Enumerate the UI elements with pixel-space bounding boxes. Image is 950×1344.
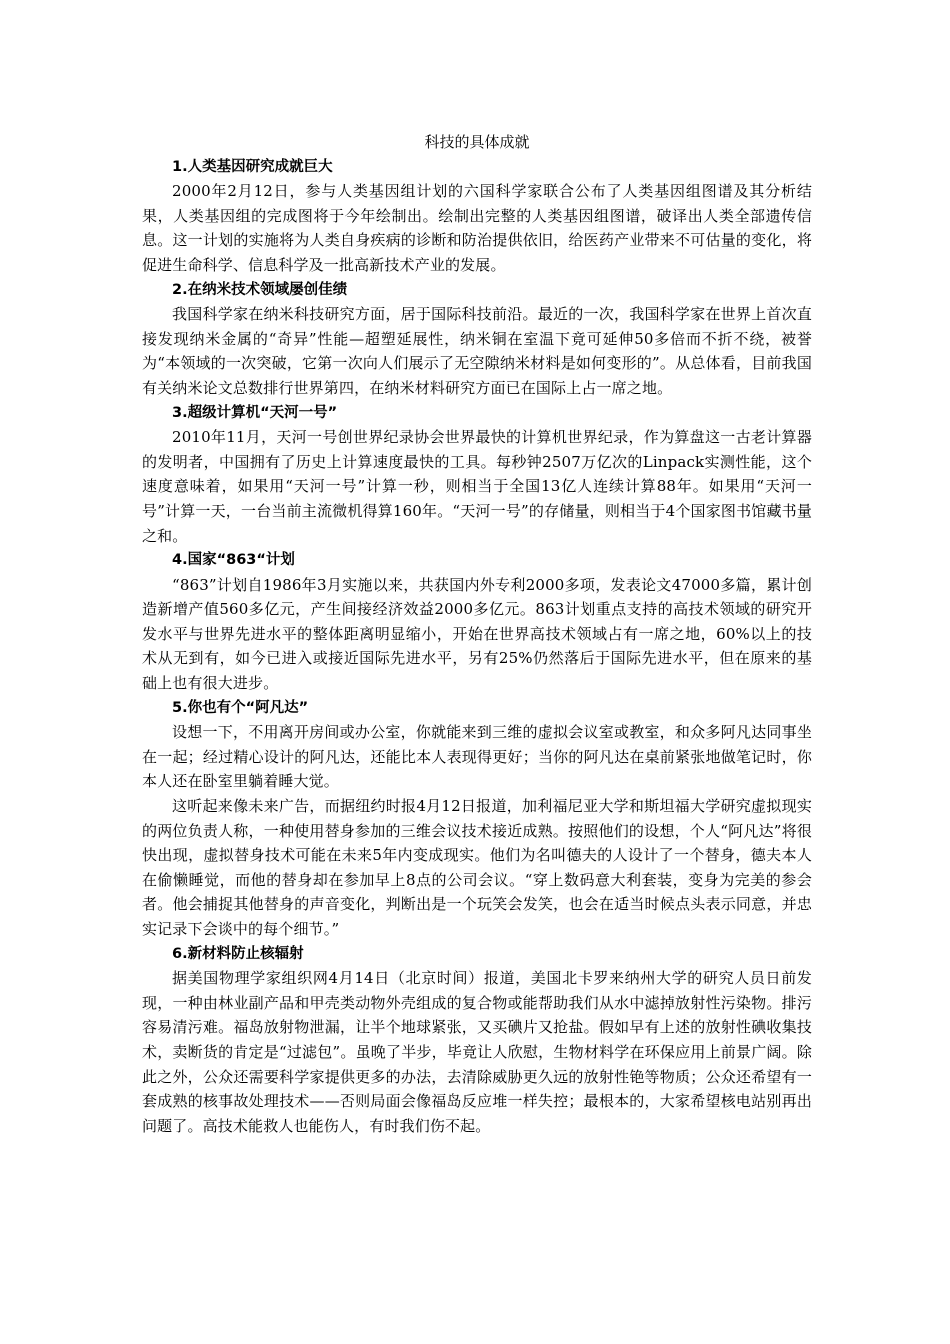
- paragraph: 这听起来像未来广告，而据纽约时报4月12日报道，加利福尼亚大学和斯坦福大学研究虚拟现实的两位负责人称，一种使用替身参加的三维会议技术接近成熟。按照他们的设想，个人“阿凡达”将很快出现，虚拟替身技术可能在未来5年内变成现实。他们为名叫德夫的人设计了一个替身，德夫本人在偷懒睡觉，而他的替身却在参加早上8点的公司会议。“穿上数码意大利套装，变身为完美的参会者。他会捕捉其他替身的声音变化，判断出是一个玩笑会发笑，也会在适当时候点头表示同意，并忠实记录下会谈中的每个细节。”: [142, 797, 812, 938]
- paragraph: 我国科学家在纳米科技研究方面，居于国际科技前沿。最近的一次，我国科学家在世界上首次直接发现纳米金属的“奇异”性能—超塑延展性，纳米铜在室温下竟可延伸50多倍而不折不绕，被誉为“本领域的一次突破，它第一次向人们展示了无空隙纳米材料是如何变形的”。从总体看，目前我国有关纳米论文总数排行世界第四，在纳米材料研究方面已在国际上占一席之地。: [142, 305, 812, 397]
- section-new-material: [142, 942, 812, 1139]
- section-genome: [142, 155, 812, 278]
- paragraph: “863”计划自1986年3月实施以来，共获国内外专利2000多项，发表论文47000多篇，累计创造新增产值560多亿元，产生间接经济效益2000多亿元。863计划重点支持的高技术领域的研究开发水平与世界先进水平的整体距离明显缩小，开始在世界高技术领域占有一席之地，60%以上的技术从无到有，如今已进入或接近国际先进水平，另有25%仍然落后于国际先进水平，但在原来的基础上也有很大进步。: [142, 575, 812, 693]
- section-heading: 5.你也有个“阿凡达”: [172, 699, 309, 716]
- section-tianhe: [142, 401, 812, 549]
- section-heading: 6.新材料防止核辐射: [172, 945, 304, 962]
- paragraph: 据美国物理学家组织网4月14日（北京时间）报道，美国北卡罗来纳州大学的研究人员日前发现，一种由林业副产品和甲壳类动物外壳组成的复合物或能帮助我们从水中滤掉放射性污染物。排污容易清污难。福岛放射物泄漏，让半个地球紧张，又买碘片又抢盐。假如早有上述的放射性碘收集技术，卖断货的肯定是“过滤包”。虽晚了半步，毕竟让人欣慰，生物材料学在环保应用上前景广阔。除此之外，公众还需要科学家提供更多的办法，去清除威胁更久远的放射性铯等物质；公众还希望有一套成熟的核事故处理技术——否则局面会像福岛反应堆一样失控；最根本的，大家希望核电站别再出问题了。高技术能救人也能伤人，有时我们伤不起。: [142, 969, 812, 1135]
- section-heading: 2.在纳米技术领域屡创佳绩: [172, 281, 348, 298]
- section-avatar: [142, 696, 812, 942]
- paragraph: 2000年2月12日，参与人类基因组计划的六国科学家联合公布了人类基因组图谱及其分析结果，人类基因组的完成图将于今年绘制出。绘制出完整的人类基因组图谱，破译出人类全部遗传信息。这一计划的实施将为人类自身疾病的诊断和防治提供依旧，给医药产业带来不可估量的变化，将促进生命科学、信息科学及一批高新技术产业的发展。: [142, 182, 812, 274]
- document-page: [142, 130, 812, 1138]
- section-nanotech: [142, 278, 812, 401]
- section-863-plan: [142, 548, 812, 696]
- section-heading: 4.国家“863“计划: [172, 552, 295, 569]
- paragraph: 设想一下，不用离开房间或办公室，你就能来到三维的虚拟会议室或教室，和众多阿凡达同事坐在一起；经过精心设计的阿凡达，还能比本人表现得更好；当你的阿凡达在桌前紧张地做笔记时，你本人还在卧室里躺着睡大觉。: [142, 723, 812, 791]
- paragraph: 2010年11月，天河一号创世界纪录协会世界最快的计算机世界纪录，作为算盘这一古老计算器的发明者，中国拥有了历史上计算速度最快的工具。每秒钟2507万亿次的Linpack实测性能，这个速度意味着，如果用“天河一号”计算一秒，则相当于全国13亿人连续计算88年。如果用“天河一号”计算一天，一台当前主流微机得算160年。“天河一号”的存储量，则相当于4个国家图书馆藏书量之和。: [142, 428, 812, 545]
- section-heading: 1.人类基因研究成就巨大: [172, 158, 333, 175]
- document-title: 科技的具体成就: [424, 133, 530, 151]
- section-heading: 3.超级计算机“天河一号”: [172, 404, 338, 421]
